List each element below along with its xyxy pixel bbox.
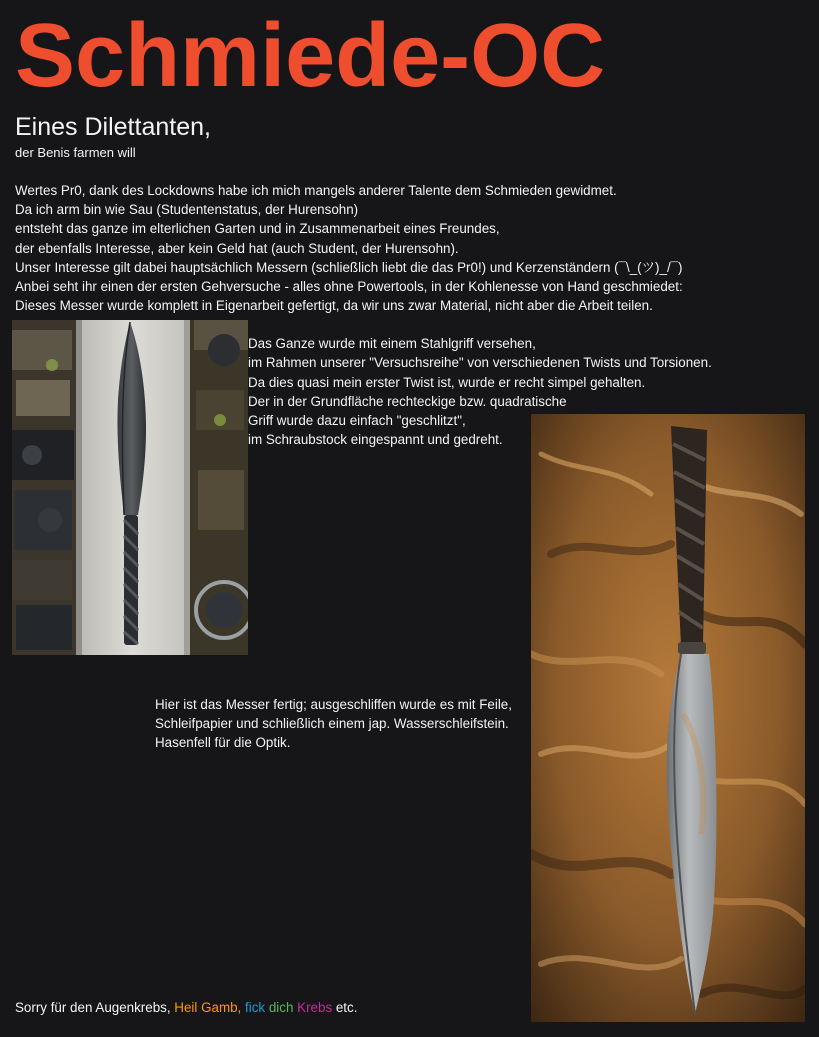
footer-prefix: Sorry für den Augenkrebs,	[15, 1000, 175, 1015]
tagline: der Benis farmen will	[15, 145, 136, 160]
intro-line: der ebenfalls Interesse, aber kein Geld hat (auch Student, der Hurensohn).	[15, 240, 459, 256]
footer-colored-dich: dich	[268, 1000, 294, 1015]
twist-line: Griff wurde dazu einfach "geschlitzt",	[248, 413, 466, 429]
forged-blade-photo	[12, 320, 248, 655]
twist-line: im Schraubstock eingespannt und gedreht.	[248, 432, 503, 448]
intro-line: Wertes Pr0, dank des Lockdowns habe ich mich mangels anderer Talente dem Schmieden gewidmet.	[15, 183, 617, 198]
finish-line: Schleifpapier und schließlich einem jap. Wasserschleifstein.	[155, 716, 509, 732]
intro-line: Anbei seht ihr einen der ersten Gehversuche - alles ohne Powertools, in der Kohlenesse von Hand geschmiedet:	[15, 279, 683, 295]
intro-line: entsteht das ganze im elterlichen Garten und in Zusammenarbeit eines Freundes,	[15, 221, 500, 237]
footer-text	[15, 999, 357, 1017]
finish-line: Hier ist das Messer fertig; ausgeschliffen wurde es mit Feile,	[155, 697, 512, 712]
intro-line: Dieses Messer wurde komplett in Eigenarbeit gefertigt, da wir uns zwar Material, nicht aber die Arbeit teilen.	[15, 298, 653, 314]
intro-paragraph	[15, 181, 683, 315]
footer-suffix: etc.	[332, 1000, 358, 1015]
footer-colored-fick: fick	[245, 1000, 266, 1015]
intro-line: Unser Interesse gilt dabei hauptsächlich Messern (schließlich liebt die das Pr0!) und Kerzenständern (¯\_(ツ)_/¯)	[15, 259, 683, 275]
page-title: Schmiede-OC	[15, 6, 606, 106]
finished-knife-photo	[531, 414, 805, 1022]
footer-colored-krebs: Krebs	[297, 1000, 333, 1015]
twist-line: Das Ganze wurde mit einem Stahlgriff versehen,	[248, 336, 536, 351]
page-subtitle: Eines Dilettanten,	[15, 113, 211, 141]
footer-colored-heil-gamb: Heil Gamb,	[174, 1000, 242, 1015]
twist-line: im Rahmen unserer "Versuchsreihe" von verschiedenen Twists und Torsionen.	[248, 355, 712, 371]
twist-line: Der in der Grundfläche rechteckige bzw. quadratische	[248, 393, 567, 409]
finish-line: Hasenfell für die Optik.	[155, 735, 291, 751]
finish-paragraph	[155, 695, 512, 753]
twist-line: Da dies quasi mein erster Twist ist, wurde er recht simpel gehalten.	[248, 374, 646, 390]
intro-line: Da ich arm bin wie Sau (Studentenstatus, der Hurensohn)	[15, 202, 359, 218]
